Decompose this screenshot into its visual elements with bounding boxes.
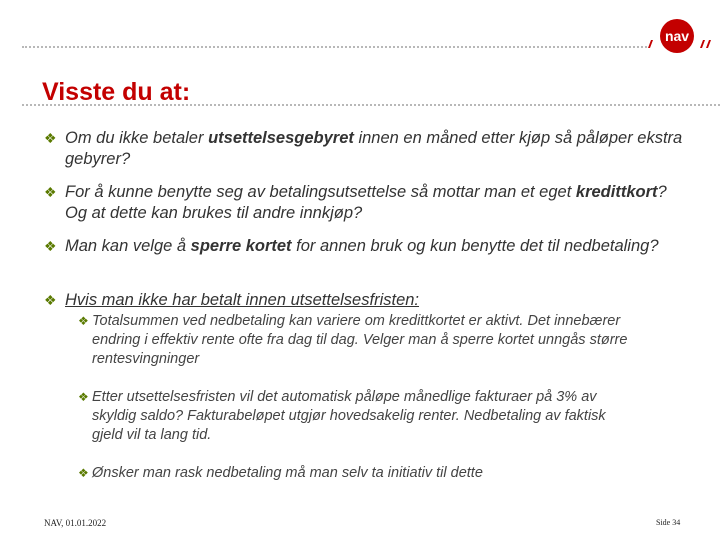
diamond-bullet-icon: ❖ — [44, 130, 57, 146]
title-divider — [22, 104, 720, 106]
diamond-bullet-icon: ❖ — [78, 314, 89, 328]
bullet-item: ❖ Hvis man ikke har betalt innen utsettelsesfristen: — [44, 291, 420, 309]
sub-bullet-item: ❖ Etter utsettelsesfristen vil det automatisk påløpe månedlige fakturaer på 3% av skyldig saldo? Fakturabeløpet utgjør hovedsakelig renter. Nedbetaling av faktisk gjeld vil ta lang tid. — [78, 389, 606, 443]
diamond-bullet-icon: ❖ — [44, 184, 57, 200]
header-divider — [22, 46, 647, 48]
sub-bullet-item: ❖ Ønsker man rask nedbetaling må man selv ta initiativ til dette — [78, 465, 483, 481]
bullet-item: ❖ Om du ikke betaler utsettelsesgebyret innen en måned etter kjøp så påløper ekstra gebyrer? — [44, 129, 683, 168]
footer-page-number: Side 34 — [656, 518, 681, 527]
footer-date: NAV, 01.01.2022 — [44, 518, 107, 528]
sub-bullet-item: ❖ Totalsummen ved nedbetaling kan variere om kredittkortet er aktivt. Det innebærer endring i effektiv rente ofte fra dag til dag. Velger man å sperre kortet unngås større rentesvingninger — [78, 313, 628, 367]
nav-logo — [648, 16, 720, 56]
page-title: Visste du at: — [42, 78, 191, 106]
diamond-bullet-icon: ❖ — [78, 466, 89, 480]
diamond-bullet-icon: ❖ — [78, 390, 89, 404]
logo-text: nav — [664, 28, 690, 44]
bullet-item: ❖ Man kan velge å sperre kortet for annen bruk og kun benytte det til nedbetaling? — [44, 237, 659, 255]
diamond-bullet-icon: ❖ — [44, 238, 57, 254]
diamond-bullet-icon: ❖ — [44, 292, 57, 308]
bullet-item: ❖ For å kunne benytte seg av betalingsutsettelse så mottar man et eget kredittkort? Og at dette kan brukes til andre innkjøp? — [44, 183, 667, 222]
